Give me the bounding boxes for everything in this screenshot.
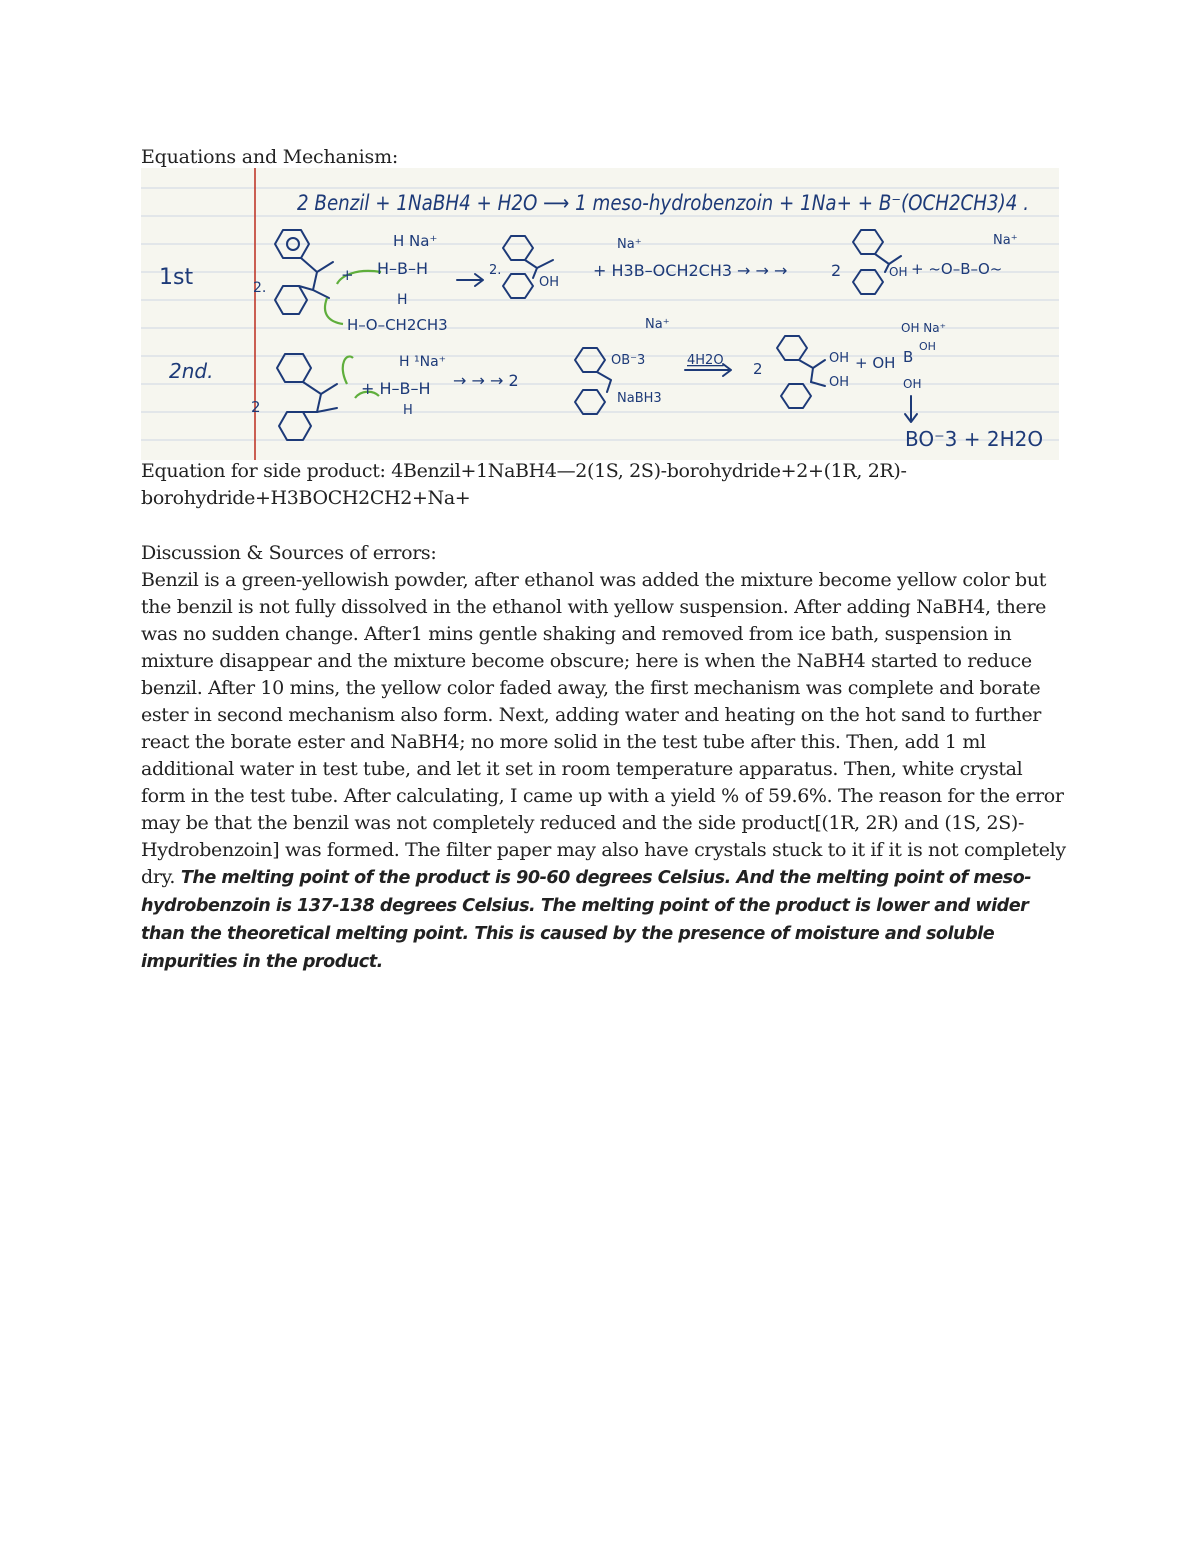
row1-borohydride-bottom: H bbox=[397, 292, 408, 308]
paragraph-gap bbox=[141, 512, 1066, 540]
row1-multi-arrow: → → → bbox=[737, 261, 788, 280]
row2-borate-top: OH Na⁺ bbox=[901, 321, 946, 335]
row1-coefficient: 2. bbox=[253, 280, 267, 296]
row1-reagent: + H3B–OCH2CH3 bbox=[593, 261, 733, 280]
side-product-line-1: Equation for side product: 4Benzil+1NaBH4—2(1S, 2S)-borohydride+2+(1R, 2R)- bbox=[141, 460, 907, 482]
row-label-second: 2nd. bbox=[169, 359, 214, 383]
row2-borate-right: OH bbox=[919, 340, 936, 353]
row1-borate-counterion: Na⁺ bbox=[993, 233, 1018, 248]
row2-heat-label: 4H2O bbox=[687, 353, 724, 368]
row1-borohydride: H–B–H bbox=[377, 259, 429, 278]
discussion-text: Benzil is a green-yellowish powder, after ethanol was added the mixture become yellow color but the benzil is not fully dissolved in the ethanol with yellow suspension. After adding NaBH4, there was no sudden change. After1 mins gentle shaking and removed from ice bath, suspension in mixture disappear and the mixture become obscure; here is when the NaBH4 started to reduce benzil. After 10 mins, the yellow color faded away, the first mechanism was complete and borate ester in second mechanism also form. Next, adding water and heating on the hot sand to further react the borate ester and NaBH4; no more solid in the test tube after this. Then, add 1 ml additional water in test tube, and let it set in room temperature apparatus. Then, white crystal form in the test tube. After calculating, I came up with a yield % of 59.6%. The reason for the error may be that the benzil was not completely reduced and the side product[(1R, 2R) and (1S, 2S)-Hydrobenzoin] was formed. The filter paper may also have crystals stuck to it if it is not completely dry. bbox=[141, 569, 1066, 888]
document-body bbox=[141, 458, 1066, 976]
discussion-paragraph bbox=[141, 567, 1066, 976]
row1-ethoxide: H–O–CH2CH3 bbox=[347, 316, 448, 334]
row1-intermediate-coef: 2. bbox=[489, 263, 502, 278]
row2-final: BO⁻3 + 2H2O bbox=[905, 427, 1044, 451]
row2-borohydride-bottom: H bbox=[403, 403, 413, 418]
row2-borohydride-top: H ¹Na⁺ bbox=[399, 354, 447, 370]
handwritten-mechanism-drawing bbox=[141, 168, 1059, 460]
row1-product-oh: OH bbox=[889, 265, 908, 279]
row2-diol-oh-top: OH bbox=[829, 351, 850, 366]
row2-borate-center: B bbox=[903, 348, 914, 366]
row1-borohydride-top: H Na⁺ bbox=[393, 232, 438, 250]
row1-borate: + ~O–B–O~ bbox=[911, 260, 1003, 278]
row1-reagent-top: Na⁺ bbox=[617, 237, 642, 252]
row2-borate-plus: + OH bbox=[855, 354, 896, 372]
row2-borate-bottom: OH bbox=[903, 377, 922, 391]
row2-multi-arrow: → → → 2 bbox=[453, 371, 519, 390]
row1-intermediate-oh: OH bbox=[539, 275, 560, 290]
row2-intermediate-ob3: OB⁻3 bbox=[611, 353, 646, 368]
discussion-heading: Discussion & Sources of errors: bbox=[141, 542, 437, 564]
row2-intermediate-top: Na⁺ bbox=[645, 317, 670, 332]
row2-diol-oh-bottom: OH bbox=[829, 375, 850, 390]
row2-product-coef: 2 bbox=[753, 360, 763, 378]
section-heading-equations: Equations and Mechanism: bbox=[141, 146, 399, 168]
row2-coefficient: 2 bbox=[251, 398, 261, 416]
handwritten-notebook-image bbox=[141, 168, 1059, 460]
overall-equation: 2 Benzil + 1NaBH4 + H2O ⟶ 1 meso-hydrobenzoin + 1Na+ + B⁻(OCH2CH3)4 . bbox=[297, 191, 1029, 215]
row-label-first: 1st bbox=[159, 265, 194, 290]
side-product-line-2: borohydride+H3BOCH2CH2+Na+ bbox=[141, 487, 471, 509]
row1-product-coef: 2 bbox=[831, 261, 842, 280]
row2-intermediate-nabh3: NaBH3 bbox=[617, 391, 662, 406]
discussion-emphasis: The melting point of the product is 90-60 degrees Celsius. And the melting point of meso-hydrobenzoin is 137-138 degrees Celsius. The melting point of the product is lower and wider than the theoretical melting point. This is caused by the presence of moisture and soluble impurities in the product. bbox=[141, 868, 1032, 972]
row2-borohydride: + H–B–H bbox=[361, 379, 431, 398]
row1-plus: + bbox=[341, 266, 354, 284]
